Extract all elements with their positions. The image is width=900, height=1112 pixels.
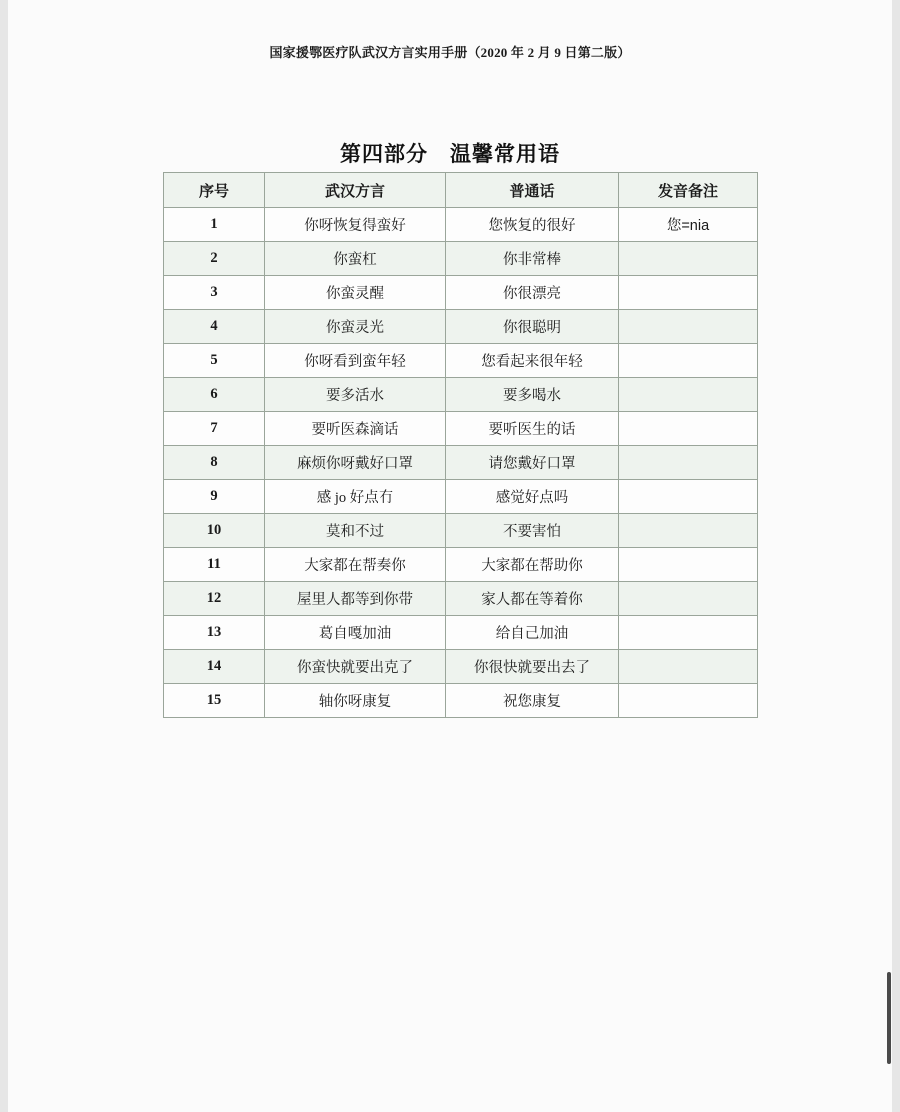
cell-mandarin: 你很聪明 <box>446 310 619 344</box>
table-row <box>164 650 758 684</box>
cell-dialect: 莫和不过 <box>265 514 446 548</box>
cell-dialect: 要多活水 <box>265 378 446 412</box>
cell-note: 您=nia <box>619 208 758 242</box>
table-row <box>164 616 758 650</box>
cell-dialect: 你呀恢复得蛮好 <box>265 208 446 242</box>
table-row <box>164 684 758 718</box>
table-header-row <box>164 173 758 208</box>
cell-note <box>619 650 758 684</box>
page-edge-left <box>0 0 8 1112</box>
cell-dialect: 大家都在帮奏你 <box>265 548 446 582</box>
cell-no: 8 <box>164 446 265 480</box>
cell-note <box>619 378 758 412</box>
cell-no: 6 <box>164 378 265 412</box>
cell-no: 4 <box>164 310 265 344</box>
cell-mandarin: 要多喝水 <box>446 378 619 412</box>
cell-no: 3 <box>164 276 265 310</box>
cell-mandarin: 给自己加油 <box>446 616 619 650</box>
cell-no: 1 <box>164 208 265 242</box>
table-row <box>164 310 758 344</box>
table-row <box>164 208 758 242</box>
cell-mandarin: 感觉好点吗 <box>446 480 619 514</box>
table-row <box>164 344 758 378</box>
cell-mandarin: 您看起来很年轻 <box>446 344 619 378</box>
cell-mandarin: 你非常棒 <box>446 242 619 276</box>
table-row <box>164 514 758 548</box>
cell-no: 9 <box>164 480 265 514</box>
cell-note <box>619 446 758 480</box>
cell-no: 10 <box>164 514 265 548</box>
cell-note <box>619 514 758 548</box>
cell-no: 15 <box>164 684 265 718</box>
table-row <box>164 582 758 616</box>
cell-no: 5 <box>164 344 265 378</box>
cell-dialect: 你蛮灵光 <box>265 310 446 344</box>
cell-mandarin: 不要害怕 <box>446 514 619 548</box>
scrollbar-thumb[interactable] <box>887 972 891 1064</box>
cell-mandarin: 家人都在等着你 <box>446 582 619 616</box>
cell-dialect: 轴你呀康复 <box>265 684 446 718</box>
cell-dialect: 你蛮灵醒 <box>265 276 446 310</box>
document-header: 国家援鄂医疗队武汉方言实用手册（2020 年 2 月 9 日第二版） <box>269 45 631 60</box>
cell-dialect: 要听医森滴话 <box>265 412 446 446</box>
table-body <box>164 208 758 718</box>
table-row <box>164 242 758 276</box>
cell-dialect: 屋里人都等到你带 <box>265 582 446 616</box>
cell-note <box>619 310 758 344</box>
table-row <box>164 276 758 310</box>
cell-no: 14 <box>164 650 265 684</box>
table-row <box>164 446 758 480</box>
cell-mandarin: 您恢复的很好 <box>446 208 619 242</box>
cell-note <box>619 616 758 650</box>
phrase-table <box>163 172 758 718</box>
scrollbar-track[interactable] <box>890 0 896 1112</box>
cell-mandarin: 你很快就要出去了 <box>446 650 619 684</box>
column-header-dialect: 武汉方言 <box>265 173 446 208</box>
cell-dialect: 你蛮杠 <box>265 242 446 276</box>
cell-mandarin: 祝您康复 <box>446 684 619 718</box>
column-header-note: 发音备注 <box>619 173 758 208</box>
cell-no: 7 <box>164 412 265 446</box>
cell-note <box>619 582 758 616</box>
cell-mandarin: 请您戴好口罩 <box>446 446 619 480</box>
cell-note <box>619 480 758 514</box>
cell-no: 12 <box>164 582 265 616</box>
cell-no: 13 <box>164 616 265 650</box>
cell-no: 11 <box>164 548 265 582</box>
column-header-no: 序号 <box>164 173 265 208</box>
cell-note <box>619 684 758 718</box>
cell-dialect: 你蛮快就要出克了 <box>265 650 446 684</box>
cell-mandarin: 要听医生的话 <box>446 412 619 446</box>
table-row <box>164 480 758 514</box>
cell-note <box>619 276 758 310</box>
cell-note <box>619 412 758 446</box>
document-page <box>8 0 892 1112</box>
cell-mandarin: 大家都在帮助你 <box>446 548 619 582</box>
cell-note <box>619 548 758 582</box>
section-title: 第四部分 温馨常用语 <box>340 142 560 166</box>
cell-dialect: 你呀看到蛮年轻 <box>265 344 446 378</box>
cell-no: 2 <box>164 242 265 276</box>
table-row <box>164 548 758 582</box>
cell-dialect: 麻烦你呀戴好口罩 <box>265 446 446 480</box>
column-header-mandarin: 普通话 <box>446 173 619 208</box>
cell-dialect: 葛自嘎加油 <box>265 616 446 650</box>
cell-mandarin: 你很漂亮 <box>446 276 619 310</box>
cell-note <box>619 242 758 276</box>
table-row <box>164 378 758 412</box>
cell-note <box>619 344 758 378</box>
cell-dialect: 感 jo 好点冇 <box>265 480 446 514</box>
table-row <box>164 412 758 446</box>
